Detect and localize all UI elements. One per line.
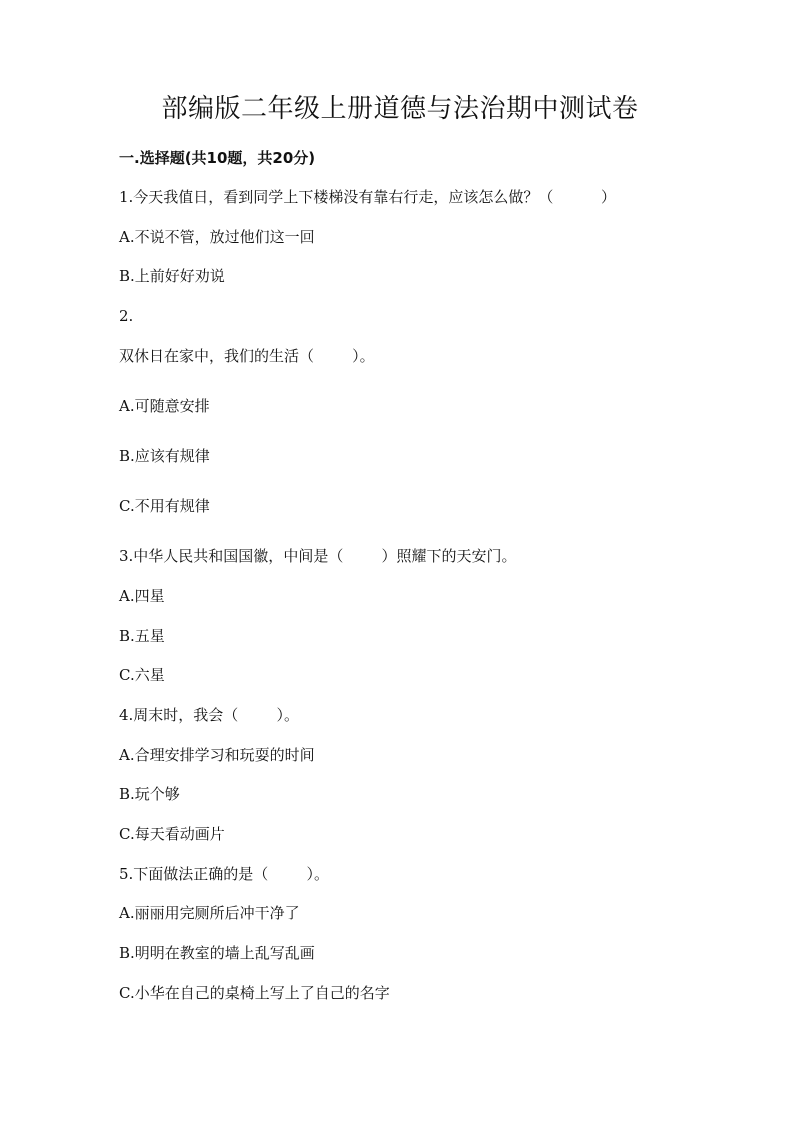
question-3-stem: 3.中华人民共和国国徽，中间是（ ）照耀下的天安门。 bbox=[119, 547, 517, 565]
question-5-stem: 5.下面做法正确的是（ ）。 bbox=[119, 865, 329, 883]
question-4-option-c: C.每天看动画片 bbox=[119, 825, 225, 843]
question-2-option-c: C.不用有规律 bbox=[119, 497, 210, 515]
question-4-option-a: A.合理安排学习和玩耍的时间 bbox=[119, 746, 315, 764]
question-2-stem: 双休日在家中，我们的生活（ ）。 bbox=[119, 347, 375, 365]
question-5-option-a: A.丽丽用完厕所后冲干净了 bbox=[119, 904, 300, 922]
question-2-option-b: B.应该有规律 bbox=[119, 447, 210, 465]
question-4-stem: 4.周末时，我会（ ）。 bbox=[119, 706, 299, 724]
question-2-number: 2. bbox=[119, 307, 134, 325]
question-1-option-b: B.上前好好劝说 bbox=[119, 267, 225, 285]
question-4-option-b: B.玩个够 bbox=[119, 785, 180, 803]
question-5-option-b: B.明明在教室的墙上乱写乱画 bbox=[119, 944, 315, 962]
question-3-option-b: B.五星 bbox=[119, 627, 165, 645]
question-3-option-a: A.四星 bbox=[119, 587, 165, 605]
question-1-option-a: A.不说不管，放过他们这一回 bbox=[119, 228, 315, 246]
question-5-option-c: C.小华在自己的桌椅上写上了自己的名字 bbox=[119, 984, 390, 1002]
question-1-stem: 1.今天我值日，看到同学上下楼梯没有靠右行走，应该怎么做？（ ） bbox=[119, 188, 616, 206]
exam-title: 部编版二年级上册道德与法治期中测试卷 bbox=[161, 94, 639, 124]
section-heading: 一.选择题(共10题，共20分) bbox=[119, 149, 316, 167]
question-3-option-c: C.六星 bbox=[119, 666, 165, 684]
question-2-option-a: A.可随意安排 bbox=[119, 397, 210, 415]
